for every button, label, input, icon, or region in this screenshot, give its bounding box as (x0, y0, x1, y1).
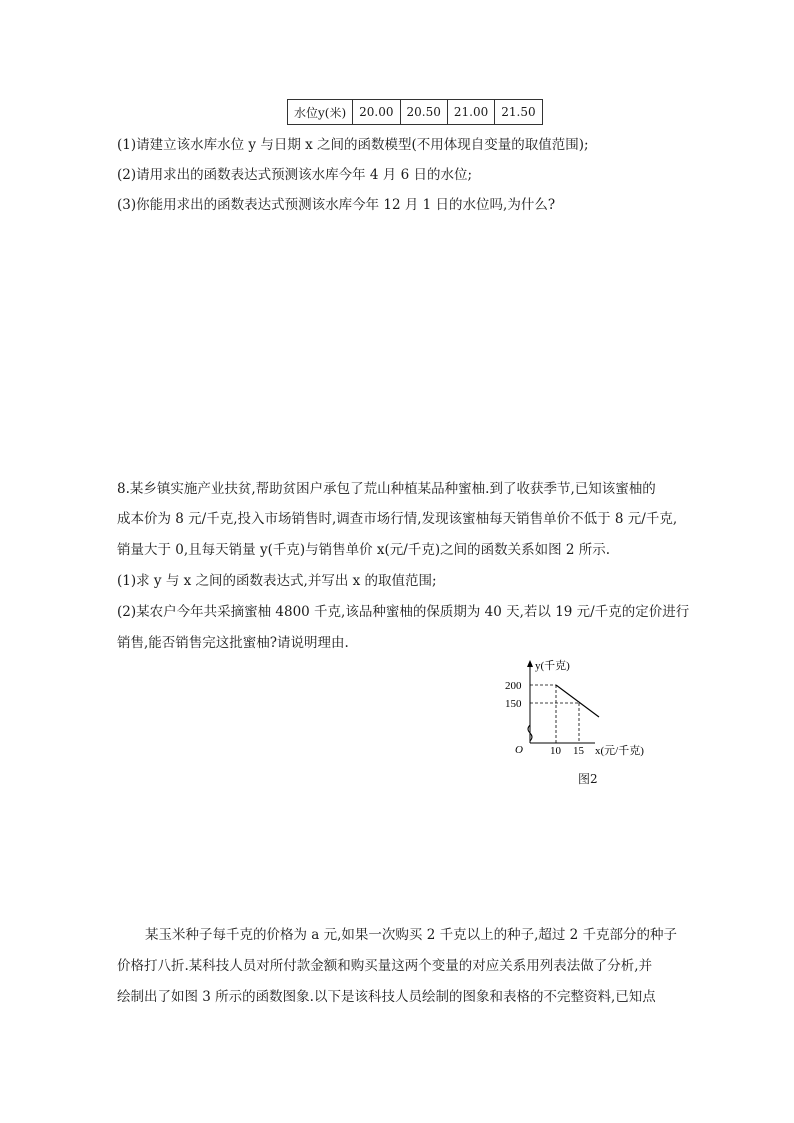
q8-stem-line1: 8.某乡镇实施产业扶贫,帮助贫困户承包了荒山种植某品种蜜柚.到了收获季节,已知该蜜柚的 (117, 481, 656, 497)
table-header-cell: 水位y(米) (288, 100, 353, 125)
x-tick-10: 10 (550, 745, 561, 757)
y-tick-150: 150 (505, 698, 522, 710)
q7-part3: (3)你能用求出的函数表达式预测该水库今年 12 月 1 日的水位吗,为什么? (117, 197, 556, 213)
function-line (556, 685, 599, 717)
x-tick-15: 15 (573, 745, 584, 757)
y-axis-label: y(千克) (535, 660, 570, 672)
q7-part2: (2)请用求出的函数表达式预测该水库今年 4 月 6 日的水位; (117, 167, 473, 183)
water-level-table (287, 99, 543, 125)
q8-part2-line1: (2)某农户今年共采摘蜜柚 4800 千克,该品种蜜柚的保质期为 40 天,若以 19 元/千克的定价进行 (117, 604, 690, 620)
table-cell: 21.50 (495, 100, 542, 125)
origin-label: O (515, 744, 523, 756)
y-axis-arrow (527, 660, 533, 667)
table-row (288, 100, 543, 125)
x-axis-label: x(元/千克) (595, 745, 644, 757)
q7-part1: (1)请建立该水库水位 y 与日期 x 之间的函数模型(不用体现自变量的取值范围); (117, 137, 589, 153)
table-cell: 21.00 (447, 100, 494, 125)
q8-stem-line3: 销量大于 0,且每天销量 y(千克)与销售单价 x(元/千克)之间的函数关系如图 2 所示. (117, 542, 611, 558)
figure2-caption: 图2 (578, 772, 598, 786)
table-cell: 20.50 (400, 100, 447, 125)
figure2-graph (495, 655, 675, 760)
q8-part2-line2: 销售,能否销售完这批蜜柚?请说明理由. (117, 635, 349, 651)
q9-stem-line2: 价格打八折.某科技人员对所付款金额和购买量这两个变量的对应关系用列表法做了分析,并 (117, 958, 653, 974)
q9-stem-line3: 绘制出了如图 3 所示的函数图象.以下是该科技人员绘制的图象和表格的不完整资料,已知点 (117, 989, 656, 1005)
y-tick-200: 200 (505, 680, 522, 692)
table-cell: 20.00 (353, 100, 400, 125)
q9-stem-line1: 某玉米种子每千克的价格为 a 元,如果一次购买 2 千克以上的种子,超过 2 千克部分的种子 (145, 927, 678, 943)
q8-stem-line2: 成本价为 8 元/千克,投入市场销售时,调查市场行情,发现该蜜柚每天销售单价不低于 8 元/千克, (117, 511, 678, 527)
q8-part1: (1)求 y 与 x 之间的函数表达式,并写出 x 的取值范围; (117, 573, 437, 589)
